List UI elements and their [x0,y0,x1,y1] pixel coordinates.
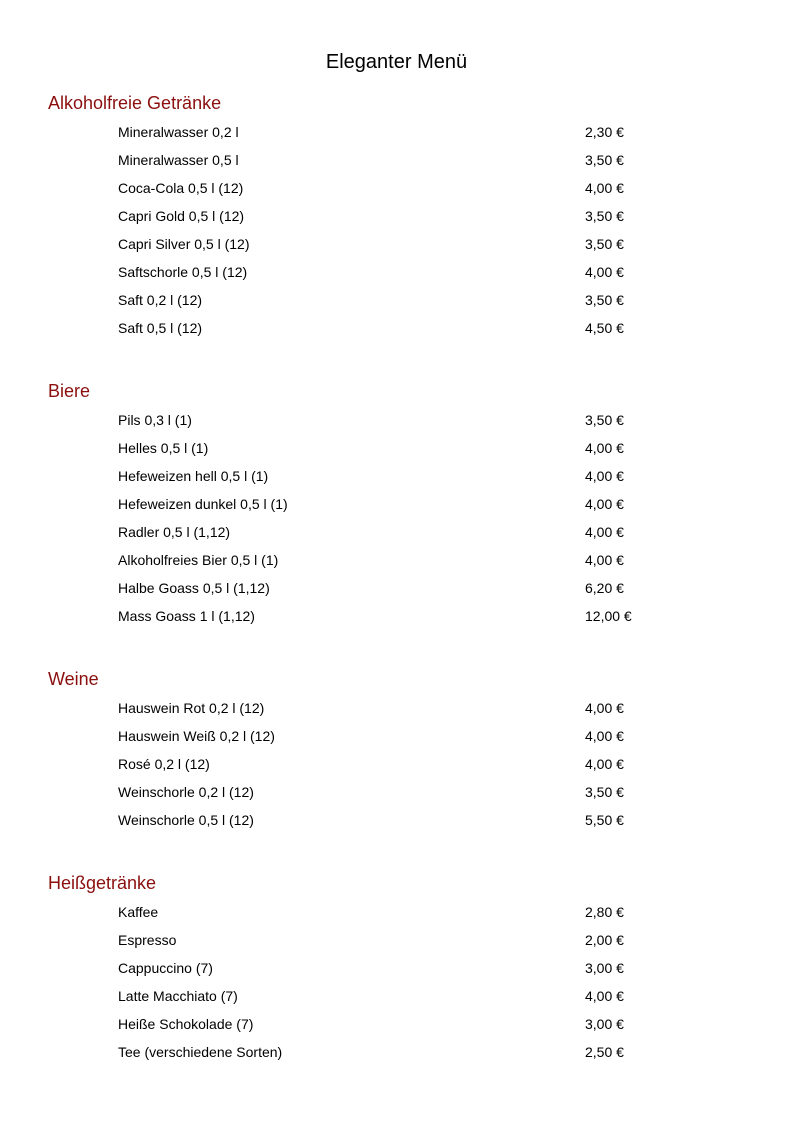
menu-item [0,284,793,312]
item-name: Saft 0,2 l (12) [118,292,203,308]
item-name: Mineralwasser 0,5 l [118,152,239,168]
item-price: 4,00 € [585,264,624,280]
menu-item [0,776,793,804]
menu-item [0,228,793,256]
item-name: Heiße Schokolade (7) [118,1016,254,1032]
item-name: Capri Gold 0,5 l (12) [118,208,245,224]
item-price: 6,20 € [585,580,624,596]
menu-item [0,924,793,952]
menu-item [0,720,793,748]
section-heading: Alkoholfreie Getränke [48,93,222,113]
item-price: 3,50 € [585,152,624,168]
page-title: Eleganter Menü [325,51,468,73]
item-name: Saft 0,5 l (12) [118,320,203,336]
menu-item [0,952,793,980]
item-name: Pils 0,3 l (1) [118,412,192,428]
item-price: 3,50 € [585,292,624,308]
item-price: 4,00 € [585,552,624,568]
menu-item [0,544,793,572]
item-price: 4,00 € [585,988,624,1004]
section-heading: Biere [48,381,91,401]
item-price: 2,30 € [585,124,624,140]
item-list [0,404,793,628]
section-heading: Heißgetränke [48,873,157,893]
item-price: 2,50 € [585,1044,624,1060]
item-price: 4,00 € [585,440,624,456]
menu-item [0,144,793,172]
menu-item [0,312,793,340]
item-price: 4,00 € [585,496,624,512]
item-price: 2,00 € [585,932,624,948]
menu-item [0,460,793,488]
menu-item [0,432,793,460]
menu-item [0,1036,793,1064]
item-price: 2,80 € [585,904,624,920]
item-price: 4,00 € [585,468,624,484]
item-price: 12,00 € [585,608,632,624]
item-list [0,692,793,832]
menu-item [0,748,793,776]
section-heading: Weine [48,669,99,689]
item-price: 3,00 € [585,1016,624,1032]
menu-item [0,256,793,284]
menu-item [0,572,793,600]
menu-item [0,896,793,924]
item-name: Hefeweizen hell 0,5 l (1) [118,468,269,484]
item-price: 3,50 € [585,412,624,428]
menu-item [0,980,793,1008]
menu-item [0,516,793,544]
item-price: 3,00 € [585,960,624,976]
menu-item [0,1008,793,1036]
menu-item [0,116,793,144]
item-name: Tee (verschiedene Sorten) [118,1044,283,1060]
menu-item [0,172,793,200]
item-name: Helles 0,5 l (1) [118,440,209,456]
item-name: Weinschorle 0,2 l (12) [118,784,254,800]
item-price: 3,50 € [585,208,624,224]
item-name: Hauswein Rot 0,2 l (12) [118,700,265,716]
item-name: Capri Silver 0,5 l (12) [118,236,250,252]
item-price: 4,00 € [585,180,624,196]
menu-item [0,404,793,432]
menu-item [0,600,793,628]
item-price: 5,50 € [585,812,624,828]
item-price: 3,50 € [585,784,624,800]
item-price: 4,00 € [585,756,624,772]
item-price: 4,50 € [585,320,624,336]
item-name: Saftschorle 0,5 l (12) [118,264,248,280]
menu-item [0,488,793,516]
menu-item [0,692,793,720]
item-name: Coca-Cola 0,5 l (12) [118,180,244,196]
item-name: Cappuccino (7) [118,960,213,976]
item-name: Halbe Goass 0,5 l (1,12) [118,580,270,596]
item-name: Kaffee [118,904,159,920]
item-name: Radler 0,5 l (1,12) [118,524,231,540]
item-name: Weinschorle 0,5 l (12) [118,812,254,828]
item-name: Mass Goass 1 l (1,12) [118,608,255,624]
menu-item [0,200,793,228]
item-name: Rosé 0,2 l (12) [118,756,210,772]
item-price: 3,50 € [585,236,624,252]
item-name: Alkoholfreies Bier 0,5 l (1) [118,552,279,568]
item-name: Mineralwasser 0,2 l [118,124,239,140]
menu-item [0,804,793,832]
item-list [0,116,793,340]
item-name: Espresso [118,932,177,948]
item-price: 4,00 € [585,728,624,744]
item-name: Hauswein Weiß 0,2 l (12) [118,728,275,744]
item-list [0,896,793,1064]
item-name: Hefeweizen dunkel 0,5 l (1) [118,496,288,512]
item-price: 4,00 € [585,524,624,540]
item-price: 4,00 € [585,700,624,716]
item-name: Latte Macchiato (7) [118,988,238,1004]
